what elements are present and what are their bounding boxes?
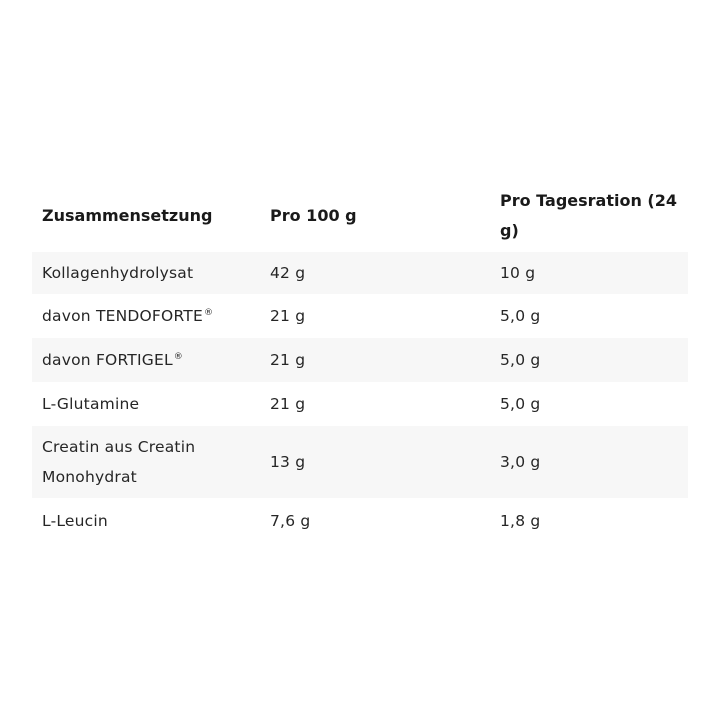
ingredient-name: davon FORTIGEL® (42, 351, 183, 369)
registered-mark: ® (203, 307, 214, 318)
header-per-100g: Pro 100 g (270, 206, 357, 225)
ingredient-name: L-Leucin (42, 512, 108, 530)
value-per-day: 1,8 g (500, 512, 541, 530)
table-row (32, 382, 688, 426)
ingredient-name: L-Glutamine (42, 395, 140, 413)
value-per-100g: 13 g (270, 453, 306, 471)
table-row (32, 252, 688, 294)
table-header-row (32, 180, 688, 252)
value-per-100g: 21 g (270, 307, 306, 325)
table-row (32, 426, 688, 498)
table-row (32, 294, 688, 338)
table-row (32, 498, 688, 544)
registered-mark: ® (173, 351, 183, 362)
header-per-daily-ration: Pro Tagesration (24 g) (500, 191, 678, 240)
value-per-day: 5,0 g (500, 395, 541, 413)
header-composition: Zusammensetzung (42, 206, 213, 225)
value-per-day: 3,0 g (500, 453, 541, 471)
value-per-100g: 42 g (270, 264, 306, 282)
ingredient-name: Creatin aus Creatin Monohydrat (42, 438, 196, 486)
value-per-100g: 21 g (270, 351, 306, 369)
value-per-100g: 7,6 g (270, 512, 311, 530)
value-per-day: 10 g (500, 264, 536, 282)
ingredient-name: Kollagenhydrolysat (42, 264, 194, 282)
composition-table (32, 180, 688, 544)
value-per-100g: 21 g (270, 395, 306, 413)
value-per-day: 5,0 g (500, 351, 541, 369)
value-per-day: 5,0 g (500, 307, 541, 325)
ingredient-name: davon TENDOFORTE® (42, 307, 214, 325)
table-row (32, 338, 688, 382)
